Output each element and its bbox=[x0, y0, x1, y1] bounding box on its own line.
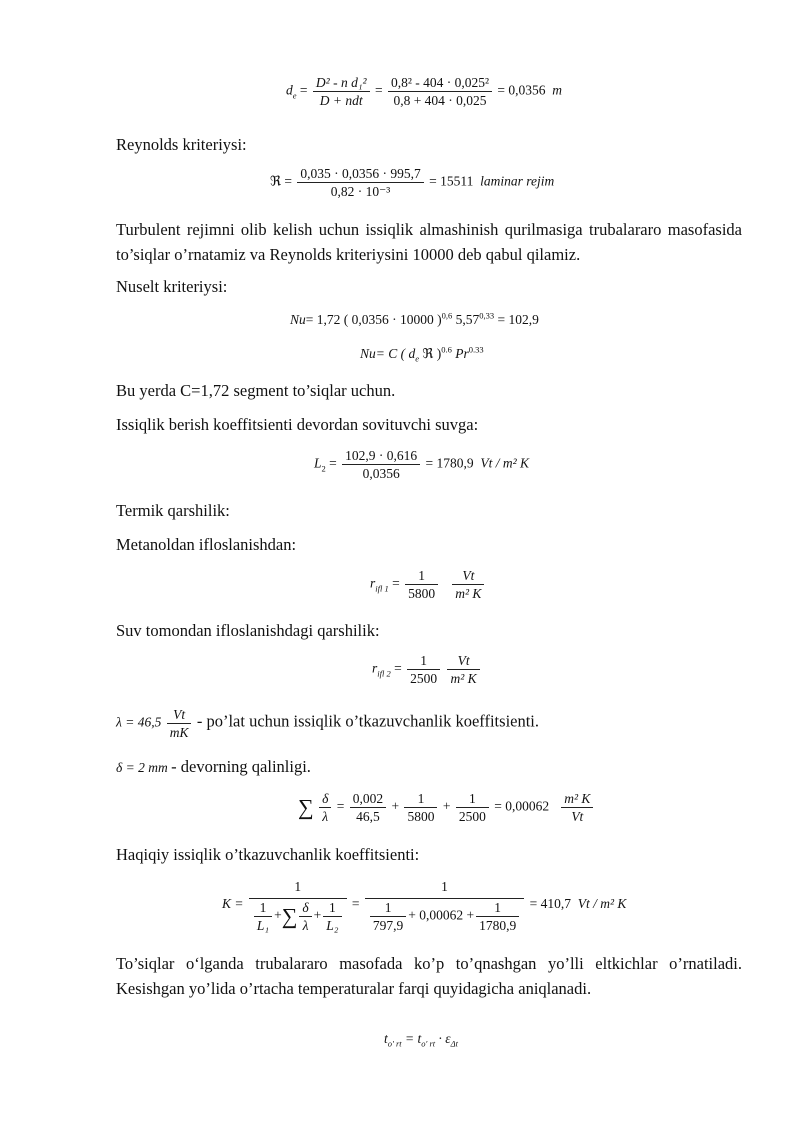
eq9-b-num: 1 bbox=[365, 876, 524, 899]
eq8-unit-den: Vt bbox=[571, 809, 584, 824]
eq8-f2-num: 0,002 bbox=[350, 790, 386, 808]
eq3-result: = 102,9 bbox=[497, 312, 539, 327]
eq9-unit: Vt / m² K bbox=[577, 896, 627, 912]
sigma-symbol: ∑ bbox=[298, 794, 314, 820]
eq9-result: = 410,7 bbox=[529, 896, 571, 912]
formula-sum-resistance: ∑ $\frac{\delta}{\lambda}$ = $\frac{0,002}{46,5}$ + $\frac{1}{5800}$ + $\frac{1}{2500}$ = 0,00062 $\frac{\text{m² K}}{Vt}$ bbox=[298, 790, 595, 825]
eq9-a-den-f2-num: δ bbox=[299, 899, 311, 917]
eq2-result: = 15511 bbox=[429, 173, 474, 189]
eq7-lhs: r bbox=[372, 660, 378, 676]
eq1-frac2-num: 0,8² - 404 · 0,025² bbox=[388, 74, 492, 92]
eq8-f4-den: 2500 bbox=[458, 809, 486, 824]
eq8-f3-num: 1 bbox=[404, 790, 437, 808]
lambda-unit-den: mK bbox=[169, 725, 189, 740]
eq5-num: 102,9 · 0,616 bbox=[342, 447, 420, 465]
eq4-lhs: Nu bbox=[360, 346, 376, 361]
eq9-fraction-symbolic bbox=[249, 876, 347, 934]
eq9-sigma: ∑ bbox=[281, 903, 298, 929]
eq5-result: = 1780,9 bbox=[425, 455, 474, 471]
eq10-mid-sub: o' rt bbox=[421, 1038, 436, 1049]
eq7-den: 2500 bbox=[410, 671, 438, 686]
eq9-b-den bbox=[365, 899, 524, 934]
eq9-a-den: $\frac{1}{\text{L₁}}$ +∑ $\frac{\delta}{\lambda}$ + $\frac{1}{\text{L₂}}$ bbox=[249, 899, 347, 934]
eq7-unit-num: Vt bbox=[447, 652, 479, 670]
eq8-f4-num: 1 bbox=[456, 790, 489, 808]
lambda-text: - po’lat uchun issiqlik o’tkazuvchanlik koeffitsienti. bbox=[196, 711, 540, 731]
eq7-unit-fraction bbox=[447, 652, 479, 687]
eq8-f3-den: 5800 bbox=[407, 809, 435, 824]
eq6-lhs: r bbox=[370, 575, 376, 591]
eq8-f4 bbox=[456, 790, 489, 825]
eq4-pr: Pr bbox=[451, 346, 469, 361]
paragraph-baffles: To’siqlar o‘lganda trubalararo masofada ko’p to’qnashgan yo’lli eltkichlar o’rnatiladi. Kesishgan yo’lida o’rtacha temperaturalar farqi quyidagicha aniqlanadi. bbox=[116, 954, 742, 998]
eq5-fraction bbox=[342, 447, 420, 482]
eq1-lhs: d bbox=[286, 82, 293, 98]
formula-mean-temperature bbox=[384, 1031, 458, 1049]
eq8-f2-den: 46,5 bbox=[356, 809, 380, 824]
eq1-lhs-sub: e bbox=[292, 90, 297, 101]
eq9-b-den-f1-den: 797,9 bbox=[372, 918, 404, 933]
formula-r-ifl2: $r_{ifl 2}$ = $\frac{1}{2500}$ $\frac{Vt}{\text{m² K}}$ bbox=[372, 652, 482, 687]
lambda-unit-fraction bbox=[167, 706, 192, 741]
eq10-mid: = t bbox=[401, 1031, 422, 1046]
paragraph-actual-k: Haqiqiy issiqlik o’tkazuvchanlik koeffitsienti: bbox=[116, 845, 420, 864]
eq9-b-den-f1-num: 1 bbox=[370, 899, 406, 917]
paragraph-methanol: Metanoldan ifloslanishdan: bbox=[116, 535, 297, 554]
eq2-lhs: ℜ = bbox=[270, 173, 292, 189]
eq8-unit-fraction bbox=[561, 790, 593, 825]
line-delta bbox=[116, 759, 311, 776]
lambda-expr: λ = 46,5 bbox=[116, 714, 162, 730]
eq1-unit: m bbox=[552, 82, 563, 98]
paragraph-heat-transfer: Issiqlik berish koeffitsienti devordan sovituvchi suvga: bbox=[116, 415, 479, 434]
eq7-unit-den: m² K bbox=[450, 671, 477, 686]
eq9-fraction-numeric bbox=[365, 876, 524, 934]
formula-reynolds bbox=[270, 165, 554, 200]
eq9-a-den-f1 bbox=[254, 899, 272, 934]
eq3-exp2: 0,33 bbox=[479, 310, 495, 321]
eq1-frac2-den: 0,8 + 404 · 0,025 bbox=[393, 93, 487, 108]
formula-equivalent-diameter: $d_e$ = $\frac{\text{D² - n d₁²}}{\text{D + ndt}}$ = $\frac{\text{0,8² - 404 · 0,025²}}{0,8 + 404 \cdot 0,025}$ = 0,0356 m bbox=[286, 75, 563, 108]
formula-nusselt-numeric bbox=[290, 310, 539, 327]
eq6-den: 5800 bbox=[408, 586, 436, 601]
paragraph-turbulent: Turbulent rejimni olib kelish uchun issiqlik almashinish qurilmasiga trubalararo masofasida to’siqlar o’rnatamiz va Reynolds kriteriysini 10000 deb qabul qilamiz. bbox=[116, 220, 742, 264]
eq1-frac1-num: D² - n d₁² bbox=[313, 74, 370, 92]
eq1-fraction-numeric bbox=[388, 74, 492, 109]
eq5-den: 0,0356 bbox=[362, 466, 400, 481]
eq9-a-den-f3-den: L₂ bbox=[326, 918, 339, 933]
eq9-b-den-f3-num: 1 bbox=[476, 899, 519, 917]
eq6-lhs-sub: ifl 1 bbox=[375, 583, 389, 594]
eq3-mid: 5,57 bbox=[452, 312, 480, 327]
paragraph-nusselt: Nuselt kriteriysi: bbox=[116, 277, 228, 296]
eq9-a-den-f1-den: L₁ bbox=[256, 918, 270, 933]
eq6-fraction bbox=[405, 567, 438, 602]
eq4-exp1: 0.6 bbox=[441, 344, 452, 355]
formula-nusselt-general bbox=[360, 344, 484, 364]
paragraph-c-coefficient: Bu yerda C=1,72 segment to’siqlar uchun. bbox=[116, 381, 396, 400]
eq10-lhs-sub: o' rt bbox=[387, 1038, 402, 1049]
eq3-exp1: 0,6 bbox=[441, 310, 453, 321]
delta-text: - devorning qalinligi. bbox=[171, 757, 311, 776]
eq9-a-den-f2 bbox=[299, 899, 311, 934]
eq2-num: 0,035 · 0,0356 · 995,7 bbox=[297, 165, 423, 183]
eq7-fraction bbox=[407, 652, 440, 687]
eq8-unit-num: m² K bbox=[561, 790, 593, 808]
eq4-sub: e bbox=[415, 353, 420, 364]
eq8-f1 bbox=[319, 790, 331, 825]
lambda-unit-num: Vt bbox=[167, 706, 192, 724]
line-lambda bbox=[116, 706, 539, 741]
eq9-a-den-f3-num: 1 bbox=[323, 899, 341, 917]
formula-r-ifl1: $r_{ifl 1}$ = $\frac{1}{5800}$ $\frac{Vt}{\text{m² K}}$ bbox=[370, 567, 486, 602]
eq8-result: = 0,00062 bbox=[494, 798, 550, 814]
eq2-den: 0,82 · 10⁻³ bbox=[330, 184, 391, 199]
eq3-lhs: Nu bbox=[290, 312, 306, 327]
eq2-note: laminar rejim bbox=[480, 173, 555, 189]
eq9-a-num: 1 bbox=[249, 876, 347, 899]
paragraph-reynolds: Reynolds kriteriysi: bbox=[116, 135, 247, 154]
eq9-b-den-f1 bbox=[370, 899, 406, 934]
eq7-lhs-sub: ifl 2 bbox=[377, 668, 391, 679]
eq6-num: 1 bbox=[405, 567, 438, 585]
eq9-b-den-mid: + 0,00062 + bbox=[408, 907, 475, 923]
eq1-fraction-symbolic bbox=[313, 74, 370, 109]
eq5-lhs: L bbox=[314, 455, 322, 471]
eq2-fraction bbox=[297, 165, 423, 200]
paragraph-water-side: Suv tomondan ifloslanishdagi qarshilik: bbox=[116, 621, 380, 640]
eq8-f2 bbox=[350, 790, 386, 825]
eq10-lhs: t bbox=[384, 1031, 388, 1046]
eq5-lhs-sub: 2 bbox=[321, 463, 326, 474]
eq3-body: = 1,72 ( 0,0356 · 10000 ) bbox=[305, 312, 442, 327]
eq8-f1-num: δ bbox=[319, 790, 331, 808]
eq9-b-den-f3-den: 1780,9 bbox=[479, 918, 517, 933]
eq4-body: = C ( d bbox=[375, 346, 416, 361]
eq7-num: 1 bbox=[407, 652, 440, 670]
eq4-body2: ℜ ) bbox=[419, 346, 442, 361]
eq4-exp2: 0.33 bbox=[468, 344, 484, 355]
eq10-tail: · ε bbox=[435, 1031, 451, 1046]
eq9-lhs: K = bbox=[222, 896, 244, 912]
eq6-unit-num: Vt bbox=[452, 567, 484, 585]
eq9-a-den-f1-num: 1 bbox=[254, 899, 272, 917]
eq9-a-den-f2-den: λ bbox=[302, 918, 309, 933]
eq8-f3 bbox=[404, 790, 437, 825]
eq1-result: = 0,0356 bbox=[497, 82, 546, 98]
formula-alpha2: $L_2$ = $\frac{102,9 \cdot 0,616}{0,0356}$ = 1780,9 Vt / m² K bbox=[314, 448, 530, 481]
eq9-b-den-f3 bbox=[476, 899, 519, 934]
eq9-a-den-f3 bbox=[323, 899, 341, 934]
eq10-tail-sub: Δt bbox=[450, 1038, 458, 1049]
eq8-f1-den: λ bbox=[322, 809, 329, 824]
eq5-unit: Vt / m² K bbox=[480, 455, 530, 471]
delta-expr: δ = 2 mm bbox=[116, 760, 168, 775]
eq1-frac1-den: D + ndt bbox=[319, 93, 363, 108]
eq6-unit-den: m² K bbox=[455, 586, 482, 601]
eq6-unit-fraction bbox=[452, 567, 484, 602]
formula-overall-k: K = 1 $\frac{1}{\text{L₁}}$ +∑ $\frac{\delta}{\lambda}$ + $\frac{1}{\text{L₂}}$ = 1 $\frac{1}{797,9}$ + 0,00062 + $\frac{1}{1780,9}$ = 410,7 Vt / m² K bbox=[222, 876, 626, 934]
paragraph-thermal-resistance: Termik qarshilik: bbox=[116, 501, 230, 520]
